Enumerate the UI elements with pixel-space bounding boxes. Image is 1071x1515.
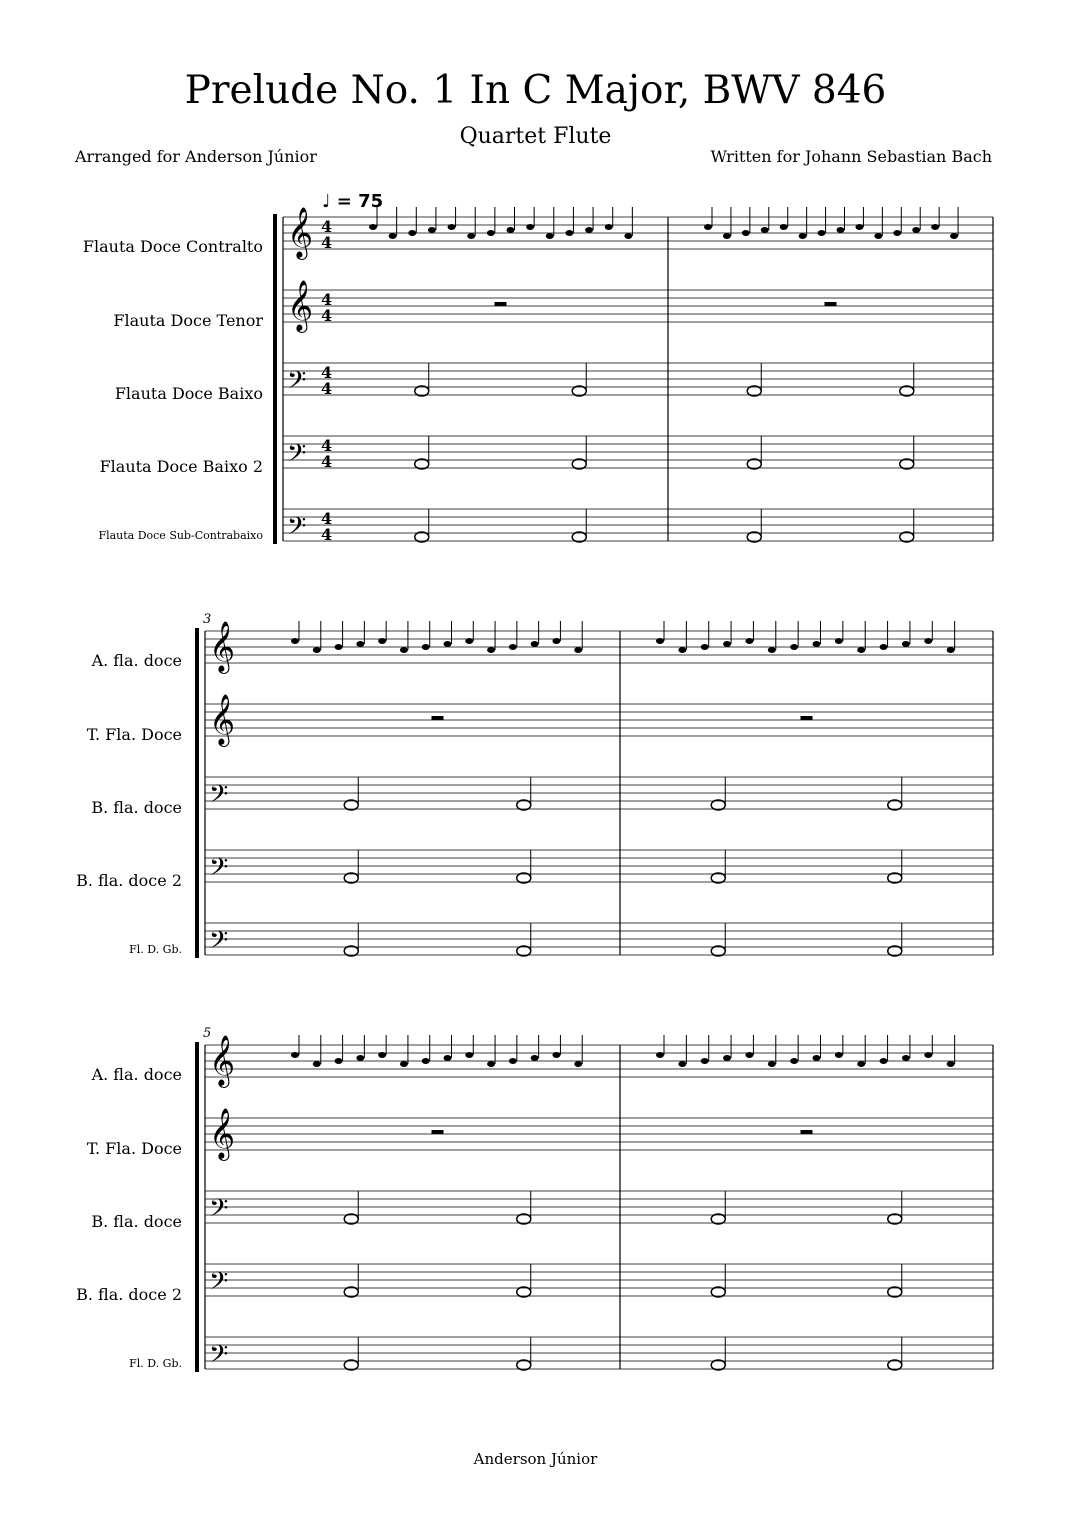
- note-head: [378, 1052, 386, 1058]
- note-head: [552, 638, 560, 644]
- note-head: [624, 233, 632, 239]
- instrument-label-bass-2: Flauta Doce Baixo 2: [99, 457, 263, 476]
- instrument-label-bass: Flauta Doce Baixo: [114, 384, 263, 403]
- note-head: [818, 230, 826, 236]
- bass-clef-icon: 𝄢: [287, 366, 307, 401]
- note-head: [422, 644, 430, 650]
- note-head: [487, 1061, 495, 1067]
- instrument-label-bass-2: B. fla. doce 2: [76, 871, 182, 890]
- note-head: [924, 638, 932, 644]
- note-head: [701, 1058, 709, 1064]
- bass-clef-icon: 𝄢: [287, 439, 307, 474]
- instrument-label-alto: Flauta Doce Contralto: [82, 237, 263, 256]
- whole-rest-icon: [495, 302, 507, 306]
- whole-rest-icon: [432, 716, 444, 720]
- note-head: [813, 641, 821, 647]
- half-note-head: [900, 459, 914, 469]
- time-signature-denominator: 4: [321, 379, 333, 398]
- note-head: [835, 1052, 843, 1058]
- instrument-label-sub-contrabass: Fl. D. Gb.: [129, 1357, 182, 1370]
- time-signature-denominator: 4: [321, 233, 333, 252]
- note-head: [931, 224, 939, 230]
- treble-clef-icon: 𝄞: [287, 207, 314, 258]
- half-note-head: [711, 873, 725, 883]
- page-footer: Anderson Júnior: [473, 1450, 598, 1468]
- note-head: [656, 638, 664, 644]
- half-note-head: [517, 1214, 531, 1224]
- treble-clef-icon: 𝄞: [209, 621, 236, 672]
- instrument-label-alto: A. fla. doce: [91, 651, 182, 670]
- note-head: [335, 644, 343, 650]
- note-head: [313, 1061, 321, 1067]
- whole-rest-icon: [801, 716, 813, 720]
- half-note-head: [900, 386, 914, 396]
- note-head: [408, 230, 416, 236]
- note-head: [745, 638, 753, 644]
- quarter-note-icon: ♩: [322, 191, 331, 212]
- half-note-head: [888, 1360, 902, 1370]
- half-note-head: [747, 386, 761, 396]
- time-signature-denominator: 4: [321, 306, 333, 325]
- note-head: [880, 1058, 888, 1064]
- half-note-head: [711, 1214, 725, 1224]
- note-head: [874, 233, 882, 239]
- half-note-head: [888, 800, 902, 810]
- treble-clef-icon: 𝄞: [209, 694, 236, 745]
- note-head: [400, 1061, 408, 1067]
- note-head: [745, 1052, 753, 1058]
- whole-rest-icon: [801, 1130, 813, 1134]
- half-note-head: [572, 459, 586, 469]
- time-signature-denominator: 4: [321, 525, 333, 544]
- half-note-head: [344, 1214, 358, 1224]
- note-head: [428, 227, 436, 233]
- score-subtitle: Quartet Flute: [459, 124, 612, 149]
- instrument-label-sub-contrabass: Fl. D. Gb.: [129, 943, 182, 956]
- half-note-head: [888, 1214, 902, 1224]
- note-head: [902, 1055, 910, 1061]
- note-head: [656, 1052, 664, 1058]
- tempo-value: = 75: [336, 191, 384, 212]
- note-head: [924, 1052, 932, 1058]
- instrument-label-sub-contrabass: Flauta Doce Sub-Contrabaixo: [98, 529, 263, 542]
- note-head: [768, 647, 776, 653]
- half-note-head: [415, 459, 429, 469]
- note-head: [313, 647, 321, 653]
- note-head: [701, 644, 709, 650]
- half-note-head: [344, 946, 358, 956]
- note-head: [857, 1061, 865, 1067]
- time-signature-numerator: 4: [321, 363, 333, 382]
- half-note-head: [572, 386, 586, 396]
- note-head: [742, 230, 750, 236]
- note-head: [467, 233, 475, 239]
- note-head: [704, 224, 712, 230]
- note-head: [799, 233, 807, 239]
- note-head: [356, 1055, 364, 1061]
- bass-clef-icon: 𝄢: [209, 853, 229, 888]
- treble-clef-icon: 𝄞: [287, 280, 314, 331]
- note-head: [507, 227, 515, 233]
- bass-clef-icon: 𝄢: [209, 1340, 229, 1375]
- time-signature-denominator: 4: [321, 452, 333, 471]
- bass-clef-icon: 𝄢: [209, 1267, 229, 1302]
- note-head: [902, 641, 910, 647]
- note-head: [761, 227, 769, 233]
- whole-rest-icon: [432, 1130, 444, 1134]
- instrument-label-bass: B. fla. doce: [91, 1212, 182, 1231]
- note-head: [837, 227, 845, 233]
- system-bracket: [273, 214, 277, 544]
- half-note-head: [711, 946, 725, 956]
- note-head: [369, 224, 377, 230]
- half-note-head: [888, 1287, 902, 1297]
- half-note-head: [415, 532, 429, 542]
- note-head: [531, 1055, 539, 1061]
- note-head: [947, 647, 955, 653]
- bass-clef-icon: 𝄢: [209, 926, 229, 961]
- note-head: [487, 230, 495, 236]
- time-signature-numerator: 4: [321, 290, 333, 309]
- instrument-label-alto: A. fla. doce: [91, 1065, 182, 1084]
- note-head: [574, 647, 582, 653]
- note-head: [723, 1055, 731, 1061]
- instrument-label-bass: B. fla. doce: [91, 798, 182, 817]
- note-head: [487, 647, 495, 653]
- measure-number: 3: [203, 612, 212, 627]
- note-head: [465, 1052, 473, 1058]
- note-head: [335, 1058, 343, 1064]
- half-note-head: [517, 1287, 531, 1297]
- note-head: [912, 227, 920, 233]
- note-head: [835, 638, 843, 644]
- bass-clef-icon: 𝄢: [209, 780, 229, 815]
- note-head: [790, 1058, 798, 1064]
- half-note-head: [344, 1287, 358, 1297]
- note-head: [605, 224, 613, 230]
- note-head: [509, 1058, 517, 1064]
- bass-clef-icon: 𝄢: [209, 1194, 229, 1229]
- system-bracket: [195, 628, 199, 958]
- note-head: [790, 644, 798, 650]
- note-head: [526, 224, 534, 230]
- note-head: [780, 224, 788, 230]
- half-note-head: [415, 386, 429, 396]
- note-head: [857, 647, 865, 653]
- note-head: [565, 230, 573, 236]
- treble-clef-icon: 𝄞: [209, 1108, 236, 1159]
- note-head: [378, 638, 386, 644]
- note-head: [813, 1055, 821, 1061]
- note-head: [723, 233, 731, 239]
- note-head: [509, 644, 517, 650]
- note-head: [950, 233, 958, 239]
- note-head: [422, 1058, 430, 1064]
- note-head: [444, 1055, 452, 1061]
- note-head: [855, 224, 863, 230]
- bass-clef-icon: 𝄢: [287, 512, 307, 547]
- note-head: [291, 638, 299, 644]
- system-bracket: [195, 1042, 199, 1372]
- time-signature-numerator: 4: [321, 217, 333, 236]
- half-note-head: [572, 532, 586, 542]
- half-note-head: [344, 873, 358, 883]
- half-note-head: [517, 873, 531, 883]
- note-head: [546, 233, 554, 239]
- note-head: [678, 1061, 686, 1067]
- half-note-head: [711, 800, 725, 810]
- note-head: [893, 230, 901, 236]
- note-head: [389, 233, 397, 239]
- half-note-head: [747, 532, 761, 542]
- instrument-label-tenor: T. Fla. Doce: [86, 725, 182, 744]
- whole-rest-icon: [825, 302, 837, 306]
- note-head: [768, 1061, 776, 1067]
- composer-credit: Written for Johann Sebastian Bach: [710, 147, 992, 166]
- half-note-head: [711, 1360, 725, 1370]
- note-head: [291, 1052, 299, 1058]
- note-head: [400, 647, 408, 653]
- half-note-head: [517, 800, 531, 810]
- note-head: [444, 641, 452, 647]
- treble-clef-icon: 𝄞: [209, 1035, 236, 1086]
- half-note-head: [344, 800, 358, 810]
- note-head: [723, 641, 731, 647]
- note-head: [574, 1061, 582, 1067]
- half-note-head: [747, 459, 761, 469]
- half-note-head: [888, 946, 902, 956]
- instrument-label-bass-2: B. fla. doce 2: [76, 1285, 182, 1304]
- measure-number: 5: [203, 1026, 212, 1041]
- note-head: [552, 1052, 560, 1058]
- note-head: [448, 224, 456, 230]
- half-note-head: [900, 532, 914, 542]
- instrument-label-tenor: Flauta Doce Tenor: [113, 311, 263, 330]
- note-head: [465, 638, 473, 644]
- half-note-head: [517, 1360, 531, 1370]
- note-head: [678, 647, 686, 653]
- instrument-label-tenor: T. Fla. Doce: [86, 1139, 182, 1158]
- half-note-head: [888, 873, 902, 883]
- half-note-head: [344, 1360, 358, 1370]
- half-note-head: [711, 1287, 725, 1297]
- note-head: [531, 641, 539, 647]
- note-head: [356, 641, 364, 647]
- time-signature-numerator: 4: [321, 509, 333, 528]
- time-signature-numerator: 4: [321, 436, 333, 455]
- note-head: [947, 1061, 955, 1067]
- half-note-head: [517, 946, 531, 956]
- note-head: [585, 227, 593, 233]
- note-head: [880, 644, 888, 650]
- arranger-credit: Arranged for Anderson Júnior: [75, 147, 317, 166]
- score-title: Prelude No. 1 In C Major, BWV 846: [184, 68, 887, 113]
